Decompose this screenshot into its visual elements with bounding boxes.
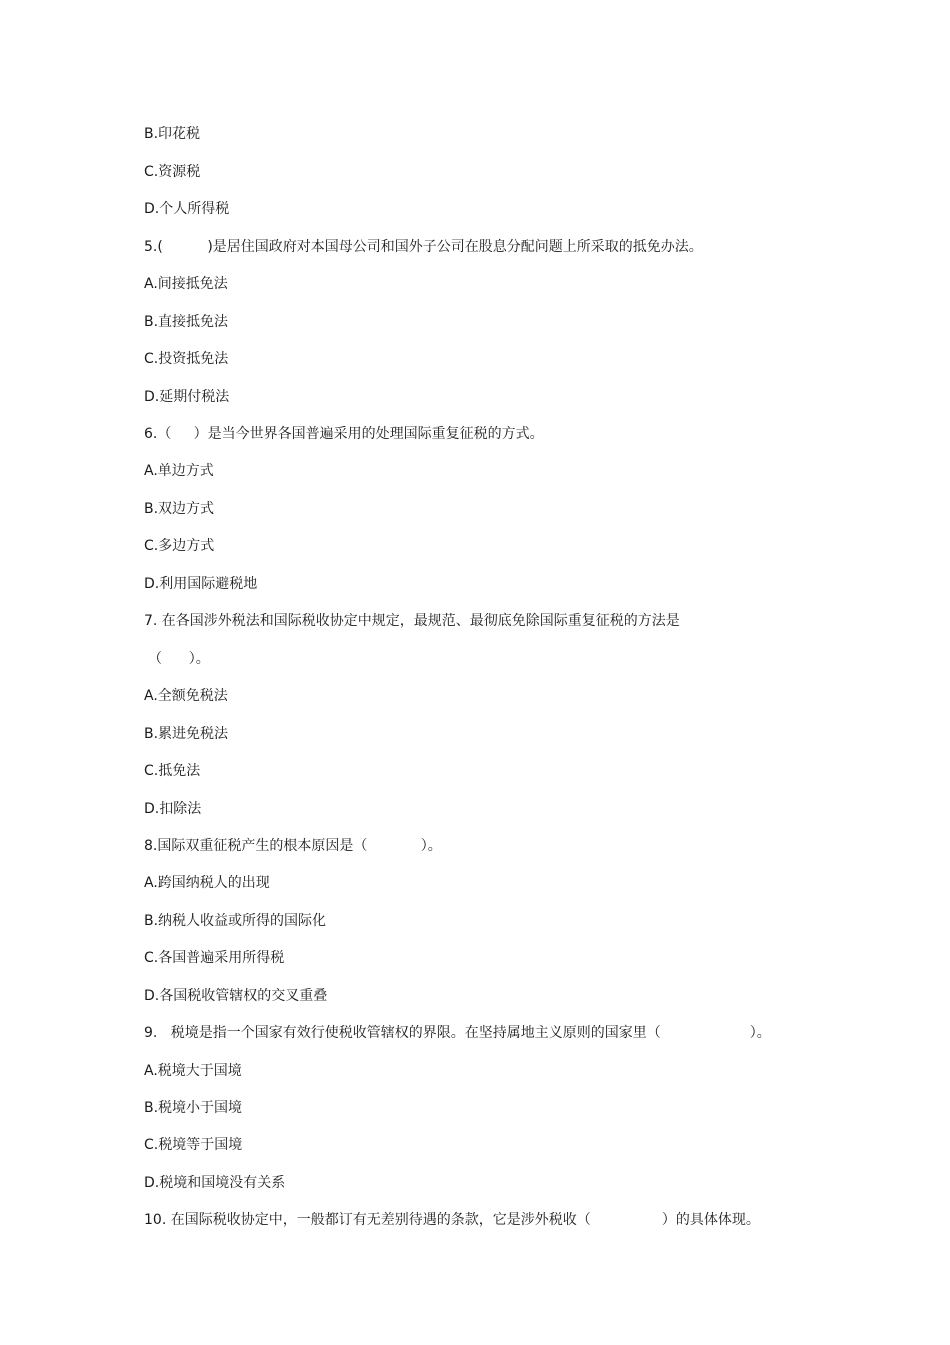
question-9: 9. 税境是指一个国家有效行使税收管辖权的界限。在坚持属地主义原则的国家里（ ）。 <box>144 1025 771 1041</box>
question-6-option-d: D.利用国际避税地 <box>144 576 258 592</box>
question-7-option-d: D.扣除法 <box>144 801 202 817</box>
question-5-option-c: C.投资抵免法 <box>144 351 229 367</box>
question-8-option-a: A.跨国纳税人的出现 <box>144 875 270 891</box>
question-6: 6.（ ）是当今世界各国普遍采用的处理国际重复征税的方式。 <box>144 426 544 442</box>
question-9-option-c: C.税境等于国境 <box>144 1137 243 1153</box>
question-9-option-d: D.税境和国境没有关系 <box>144 1175 286 1191</box>
question-5-option-b: B.直接抵免法 <box>144 314 229 330</box>
question-6-option-c: C.多边方式 <box>144 538 215 554</box>
question-7: 7. 在各国涉外税法和国际税收协定中规定，最规范、最彻底免除国际重复征税的方法是 <box>144 613 680 629</box>
question-6-option-b: B.双边方式 <box>144 501 215 517</box>
question-7-option-c: C.抵免法 <box>144 763 201 779</box>
question-7-blank: （ ）。 <box>148 651 210 667</box>
question-5-option-d: D.延期付税法 <box>144 389 230 405</box>
question-8-option-d: D.各国税收管辖权的交叉重叠 <box>144 988 328 1004</box>
question-10: 10. 在国际税收协定中，一般都订有无差别待遇的条款，它是涉外税收（ ）的具体体现。 <box>144 1212 760 1228</box>
option-c-resource-tax: C.资源税 <box>144 164 201 180</box>
option-d-personal-income-tax: D.个人所得税 <box>144 201 230 217</box>
question-5-option-a: A.间接抵免法 <box>144 276 228 292</box>
question-5: 5.( )是居住国政府对本国母公司和国外子公司在股息分配问题上所采取的抵免办法。 <box>144 239 703 255</box>
question-8-option-b: B.纳税人收益或所得的国际化 <box>144 913 327 929</box>
question-8-option-c: C.各国普遍采用所得税 <box>144 950 285 966</box>
question-8: 8.国际双重征税产生的根本原因是（ ）。 <box>144 838 442 854</box>
question-9-option-b: B.税境小于国境 <box>144 1100 243 1116</box>
question-7-option-b: B.累进免税法 <box>144 726 229 742</box>
question-9-option-a: A.税境大于国境 <box>144 1063 242 1079</box>
option-b-stamp-tax: B.印花税 <box>144 126 201 142</box>
question-7-option-a: A.全额免税法 <box>144 688 228 704</box>
question-6-option-a: A.单边方式 <box>144 463 214 479</box>
